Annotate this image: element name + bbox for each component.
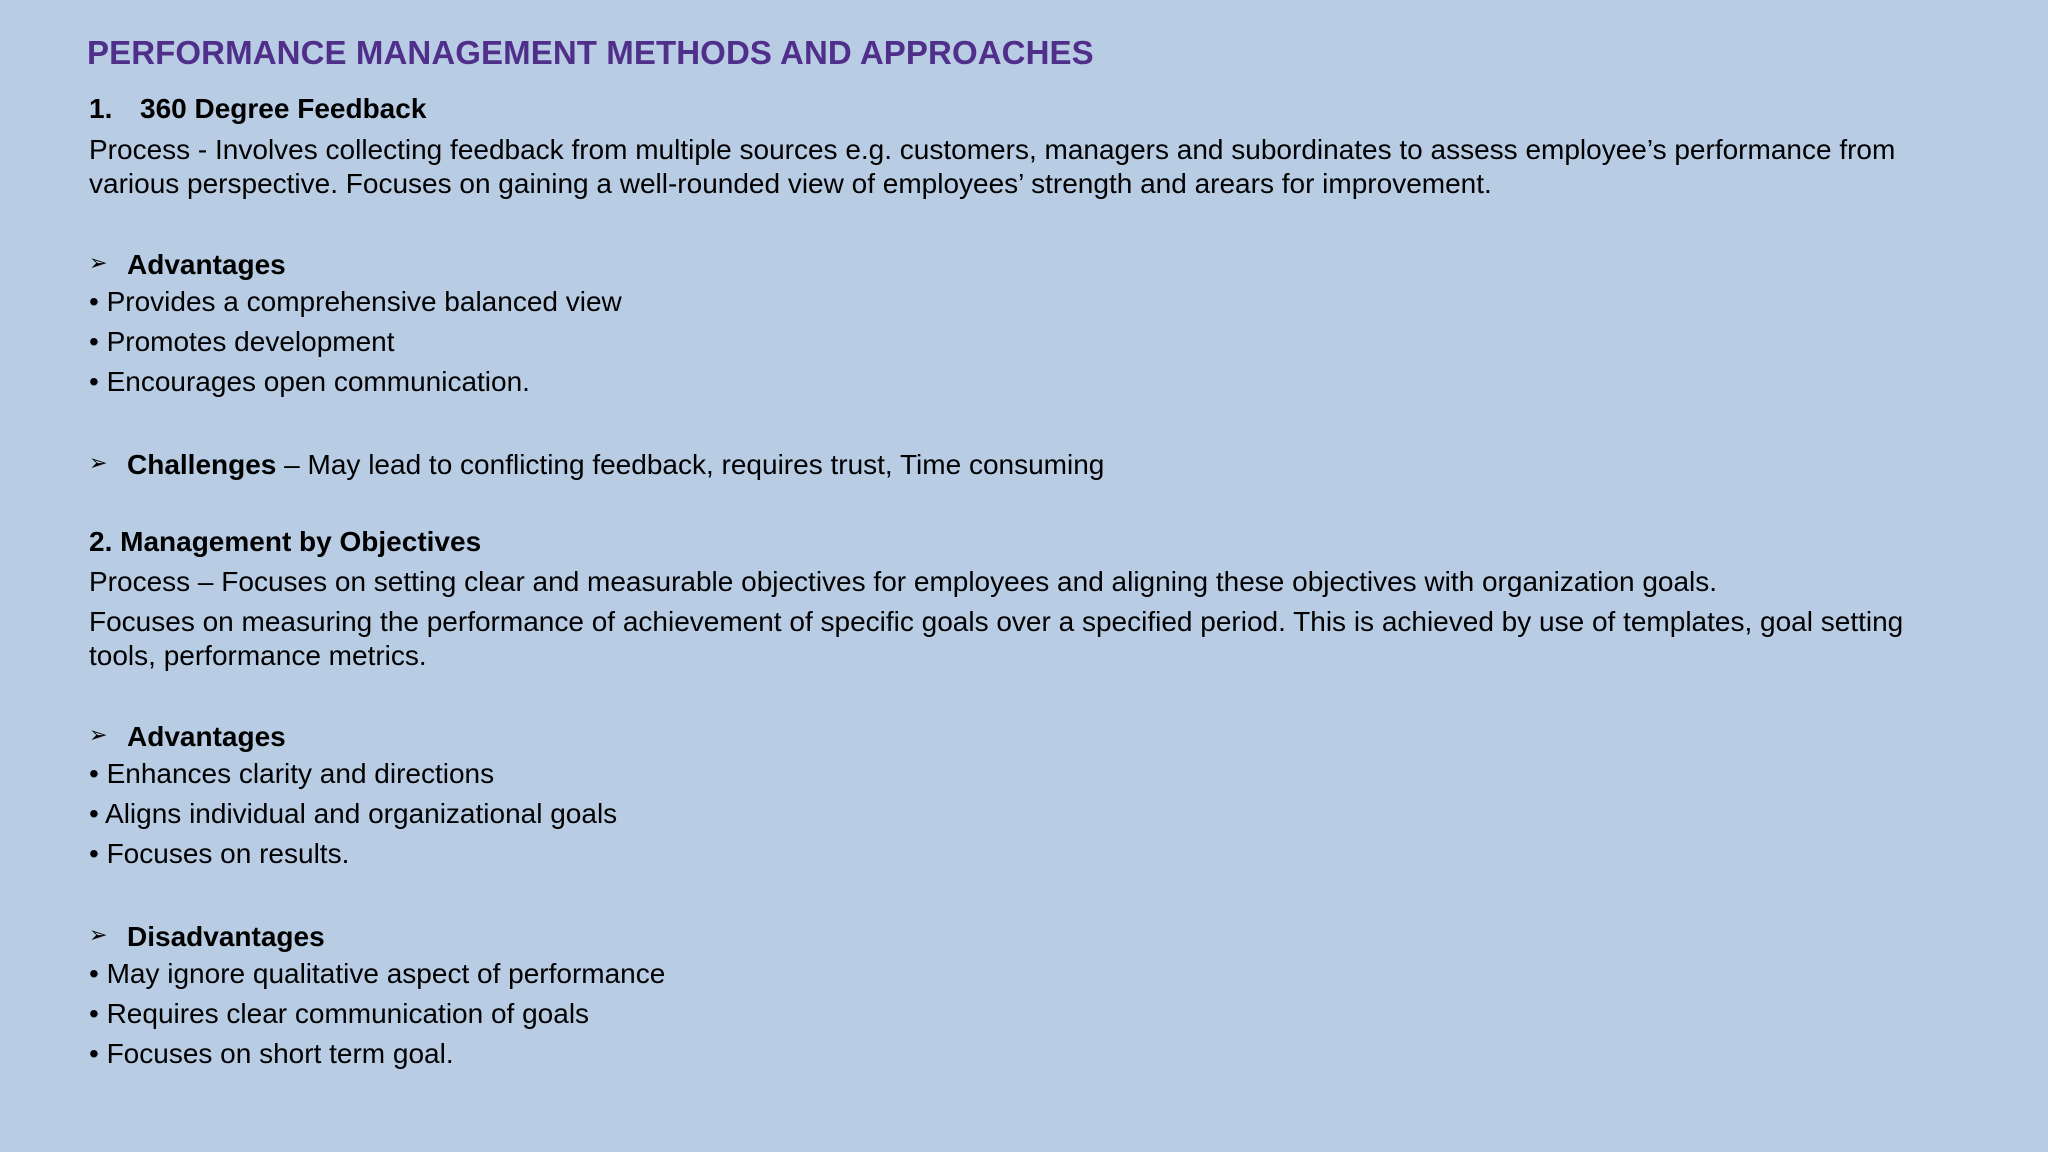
section1-title: 360 Degree Feedback <box>140 93 427 124</box>
section2-process-line2: Focuses on measuring the performance of achievement of specific goals over a specified period. This is achieved by use of templates, goal setting tools, performance metrics. <box>89 606 1904 671</box>
section2-advantages-label: Advantages <box>127 721 286 752</box>
section1-challenges <box>89 446 1104 482</box>
section2-disadvantages-heading <box>89 918 325 954</box>
list-item: • Promotes development <box>89 326 395 357</box>
section1-heading <box>89 92 1989 126</box>
list-item: • Provides a comprehensive balanced view <box>89 286 622 317</box>
arrow-bullet-icon: ➢ <box>89 250 108 275</box>
section1-advantages-heading <box>89 246 286 282</box>
section1-challenges-text: – May lead to conflicting feedback, requires trust, Time consuming <box>276 449 1105 480</box>
list-item: • Aligns individual and organizational goals <box>89 798 618 829</box>
arrow-bullet-icon: ➢ <box>89 722 108 747</box>
list-item: • Encourages open communication. <box>89 366 530 397</box>
list-item: • Enhances clarity and directions <box>89 758 495 789</box>
section2-process-line1: Process – Focuses on setting clear and measurable objectives for employees and aligning these objectives with organization goals. <box>89 566 1718 597</box>
section2-advantages-heading <box>89 718 286 754</box>
section2-advantages-list <box>89 757 617 877</box>
section1-challenges-label: Challenges <box>127 449 277 480</box>
list-item: • Focuses on results. <box>89 838 350 869</box>
section1-advantages-label: Advantages <box>127 249 286 280</box>
list-item: • Requires clear communication of goals <box>89 998 590 1029</box>
section1-number: 1. <box>89 93 113 124</box>
arrow-bullet-icon: ➢ <box>89 922 108 947</box>
list-item: • Focuses on short term goal. <box>89 1038 454 1069</box>
slide-title: PERFORMANCE MANAGEMENT METHODS AND APPROACHES <box>87 34 1094 71</box>
section2-heading: 2. Management by Objectives <box>89 526 482 557</box>
list-item: • May ignore qualitative aspect of performance <box>89 958 666 989</box>
section2-disadvantages-list <box>89 957 665 1077</box>
section2-disadvantages-label: Disadvantages <box>127 921 325 952</box>
section1-process: Process - Involves collecting feedback from multiple sources e.g. customers, managers and subordinates to assess employee’s performance from various perspective. Focuses on gaining a well-rounded view of employees’ strength and arears for improvement. <box>89 134 1896 199</box>
section1-advantages-list <box>89 285 622 405</box>
arrow-bullet-icon: ➢ <box>89 450 108 475</box>
